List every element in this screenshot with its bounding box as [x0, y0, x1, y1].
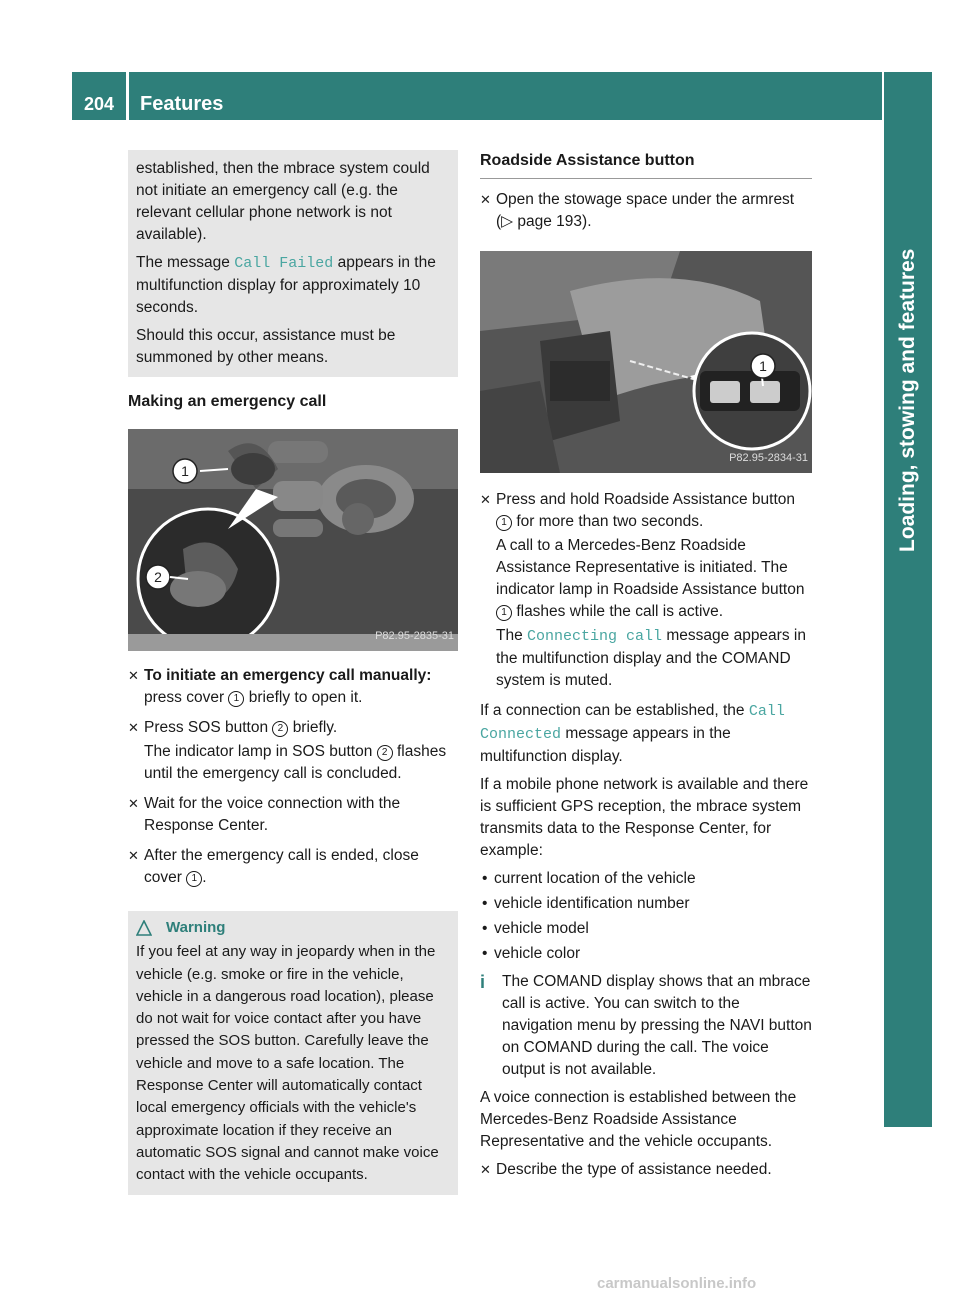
bullet-icon: •	[482, 920, 488, 937]
bullet-icon: •	[482, 895, 488, 912]
instruction-step	[128, 845, 458, 889]
info-icon: i	[480, 972, 486, 992]
instruction-step	[480, 189, 812, 233]
display-message: Call Connected	[480, 703, 785, 743]
step-text: The	[496, 627, 523, 644]
step-arrow-icon: ✕	[128, 796, 139, 811]
note-paragraph: Should this occur, assistance must be summoned by other means.	[136, 327, 396, 366]
bullet-icon: •	[482, 945, 488, 962]
step-bold: To initiate an emergency call manually:	[144, 667, 432, 684]
warning-header	[136, 917, 450, 939]
step-arrow-icon: ✕	[480, 1162, 491, 1177]
callout-number: 1	[228, 691, 244, 707]
step-text: for more than two seconds.	[516, 513, 704, 530]
step-text: press cover	[144, 689, 225, 706]
step-text: Press and hold Roadside Assistance button	[496, 491, 795, 508]
warning-box	[128, 911, 458, 1195]
section-heading: Making an emergency call	[128, 393, 327, 410]
left-column	[128, 150, 458, 1195]
list-item	[480, 943, 812, 965]
list-item	[480, 868, 812, 890]
callout-number: 1	[496, 515, 512, 531]
bullet-icon: •	[482, 870, 488, 887]
text: If a connection can be established, the	[480, 702, 745, 719]
list-item	[480, 893, 812, 915]
step-text: Wait for the voice connection with the Response Center.	[144, 795, 401, 834]
step-arrow-icon: ✕	[480, 192, 491, 207]
warning-triangle-icon	[136, 920, 152, 936]
svg-text:1: 1	[181, 463, 189, 479]
svg-text:1: 1	[759, 358, 767, 374]
display-message: Call Failed	[234, 255, 334, 272]
image-code: P82.95-2834-31	[729, 452, 808, 464]
list-item-text: current location of the vehicle	[494, 870, 696, 887]
instruction-step	[128, 665, 458, 709]
note-paragraph: established, then the mbrace system could not initiate an emergency call (e.g. the relevant cellular phone network is not available).	[136, 160, 430, 243]
list-item	[480, 918, 812, 940]
step-arrow-icon: ✕	[480, 492, 491, 507]
step-detail	[144, 741, 458, 785]
body-paragraph	[480, 700, 812, 768]
instruction-step	[480, 489, 812, 692]
right-column	[480, 150, 812, 1189]
side-tab-label: Loading, stowing and features	[896, 248, 919, 552]
callout-number: 2	[272, 721, 288, 737]
list-item-text: vehicle identification number	[494, 895, 690, 912]
svg-text:2: 2	[154, 569, 162, 585]
image-code: P82.95-2835-31	[375, 630, 454, 642]
section-title: Features	[140, 93, 224, 115]
list-item-text: vehicle model	[494, 920, 589, 937]
step-text: After the emergency call is ended, close cover	[144, 847, 419, 886]
armrest-illustration	[480, 251, 812, 473]
text: appears in the multifunction display for approximately 10 seconds.	[136, 254, 436, 316]
step-text: message appears in the multifunction display and the COMAND system is muted.	[496, 627, 806, 689]
callout-number: 1	[186, 871, 202, 887]
note-box	[128, 150, 458, 377]
warning-text: If you feel at any way in jeopardy when in the vehicle (e.g. smoke or fire in the vehicle, vehicle in a dangerous road location), please do not wait for voice contact after you have pressed the SOS button. Carefully leave the vehicle and move to a safe location. The Response Center will automatically contact local emergency officials with the vehicle's approximate location if they receive an automatic SOS signal and cannot make voice contact with the vehicle occupants.	[136, 943, 439, 1184]
instruction-step	[128, 793, 458, 837]
list-item-text: vehicle color	[494, 945, 581, 962]
section-heading: Roadside Assistance button	[480, 150, 812, 179]
sos-image	[128, 429, 458, 651]
instruction-step	[128, 717, 458, 785]
armrest-image	[480, 251, 812, 473]
callout-number: 1	[496, 605, 512, 621]
step-text: Press SOS button	[144, 719, 269, 736]
info-note	[480, 971, 812, 1081]
step-arrow-icon: ✕	[128, 720, 139, 735]
text: The message	[136, 254, 230, 271]
step-text: .	[202, 869, 207, 886]
overhead-control-panel-illustration	[128, 429, 458, 651]
step-arrow-icon: ✕	[128, 848, 139, 863]
warning-title: Warning	[166, 919, 226, 936]
step-text: flashes until the emergency call is concluded.	[144, 743, 447, 782]
instruction-step	[480, 1159, 812, 1181]
step-text: briefly to open it.	[248, 689, 363, 706]
note-paragraph	[136, 252, 450, 319]
body-paragraph: If a mobile phone network is available and there is sufficient GPS reception, the mbrace system transmits data to the Response Center, for example:	[480, 776, 809, 859]
step-text: Describe the type of assistance needed.	[496, 1161, 772, 1178]
text: message appears in the multifunction display.	[480, 725, 731, 765]
step-detail	[496, 625, 812, 692]
header-divider	[126, 72, 129, 120]
step-detail	[496, 535, 812, 623]
page-number: 204	[84, 94, 115, 114]
step-text: briefly.	[292, 719, 338, 736]
watermark: carmanualsonline.info	[597, 1275, 757, 1292]
step-text: flashes while the call is active.	[516, 603, 724, 620]
step-text: Open the stowage space under the armrest (▷ page 193).	[496, 191, 795, 230]
display-message: Connecting call	[527, 628, 663, 645]
step-text: A call to a Mercedes-Benz Roadside Assistance Representative is initiated. The indicator lamp in Roadside Assistance button	[496, 537, 805, 598]
callout-number: 2	[377, 745, 393, 761]
step-text: The indicator lamp in SOS button	[144, 743, 373, 760]
body-paragraph: A voice connection is established between the Mercedes-Benz Roadside Assistance Representative and the vehicle occupants.	[480, 1089, 797, 1150]
step-arrow-icon: ✕	[128, 668, 139, 683]
info-text: The COMAND display shows that an mbrace call is active. You can switch to the navigation menu by pressing the NAVI button on COMAND during the call. The voice output is not available.	[502, 973, 812, 1078]
